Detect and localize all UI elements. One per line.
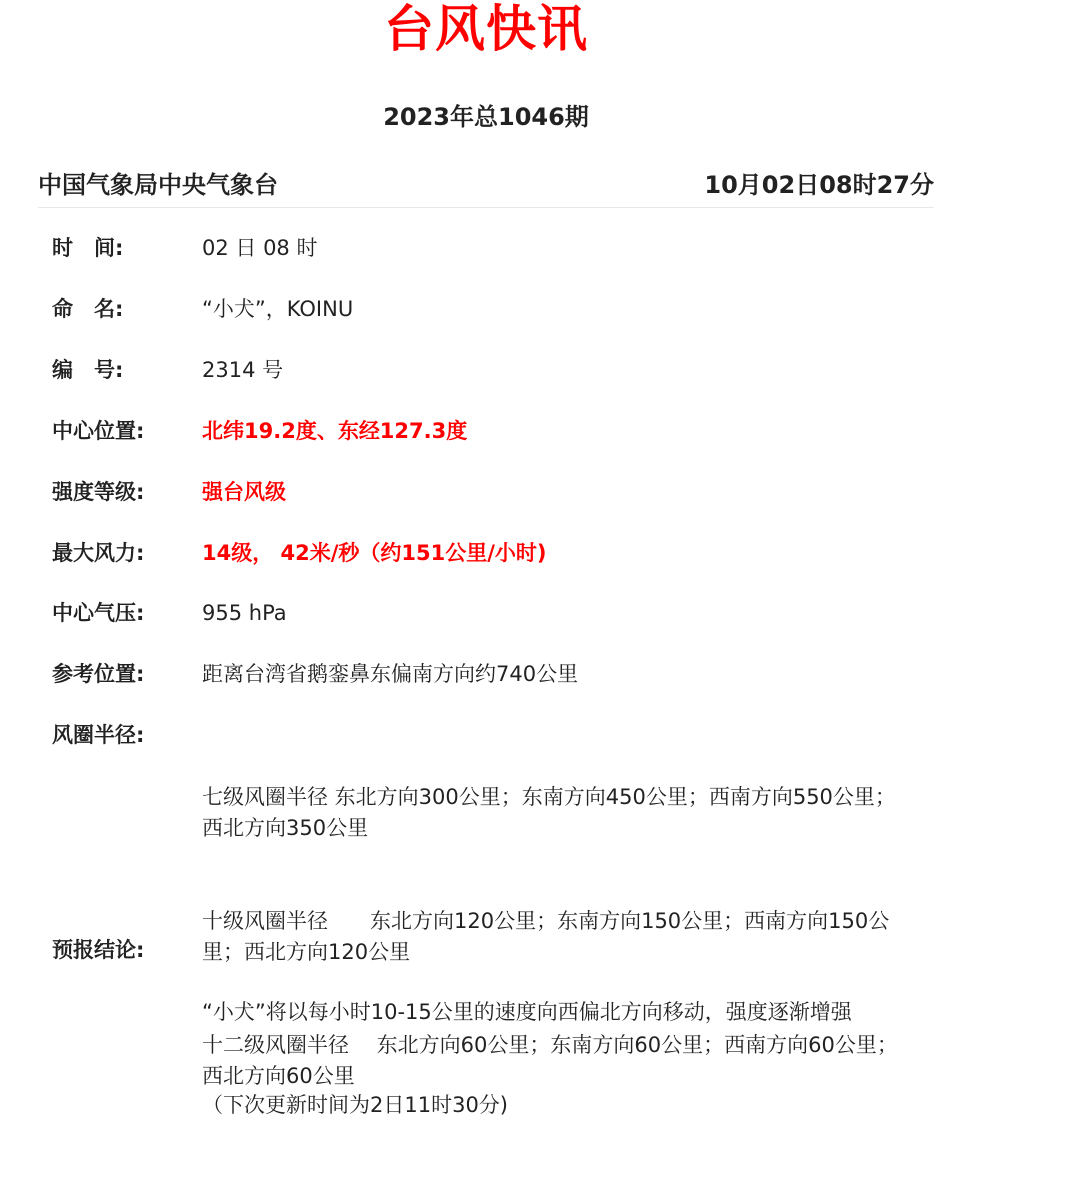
field-label: 时 间:	[52, 236, 124, 260]
field-label: 预报结论:	[52, 938, 145, 962]
field-value: 14级， 42米/秒（约151公里/小时)	[202, 541, 547, 565]
wind-radius-12: 十二级风圈半径 东北方向60公里；东南方向60公里；西南方向60公里；西北方向60公里	[202, 1033, 898, 1088]
bulletin-title: 台风快讯	[384, 0, 588, 58]
wind-radius-7: 七级风圈半径 东北方向300公里；东南方向450公里；西南方向550公里；西北方向350公里	[202, 785, 896, 840]
field-value: 02 日 08 时	[202, 236, 318, 260]
field-value: “小犬”，KOINU	[202, 297, 354, 321]
agency-name: 中国气象局中央气象台	[38, 171, 278, 199]
field-label: 中心位置:	[52, 419, 145, 443]
field-value	[202, 935, 914, 1183]
field-label: 强度等级:	[52, 480, 145, 504]
field-value: 距离台湾省鹅銮鼻东偏南方向约740公里	[202, 662, 579, 686]
field-value: 2314 号	[202, 358, 284, 382]
release-timestamp: 10月02日08时27分	[704, 171, 934, 199]
field-value: 强台风级	[202, 480, 286, 504]
field-label: 中心气压:	[52, 601, 145, 625]
field-label: 编 号:	[52, 358, 124, 382]
field-label: 最大风力:	[52, 541, 145, 565]
field-label: 命 名:	[52, 297, 124, 321]
field-value: 北纬19.2度、东经127.3度	[202, 419, 468, 443]
field-label: 参考位置:	[52, 662, 145, 686]
header-divider	[38, 207, 934, 208]
bulletin-header	[38, 168, 934, 202]
field-label: 风圈半径:	[52, 723, 145, 747]
field-value: 955 hPa	[202, 601, 287, 625]
issue-number: 2023年总1046期	[383, 103, 589, 131]
wind-radius-10: 十级风圈半径 东北方向120公里；东南方向150公里；西南方向150公里；西北方向120公里	[202, 909, 890, 964]
forecast-text: “小犬”将以每小时10-15公里的速度向西偏北方向移动，强度逐渐增强	[202, 1000, 852, 1024]
next-update-note: （下次更新时间为2日11时30分)	[202, 1093, 508, 1117]
